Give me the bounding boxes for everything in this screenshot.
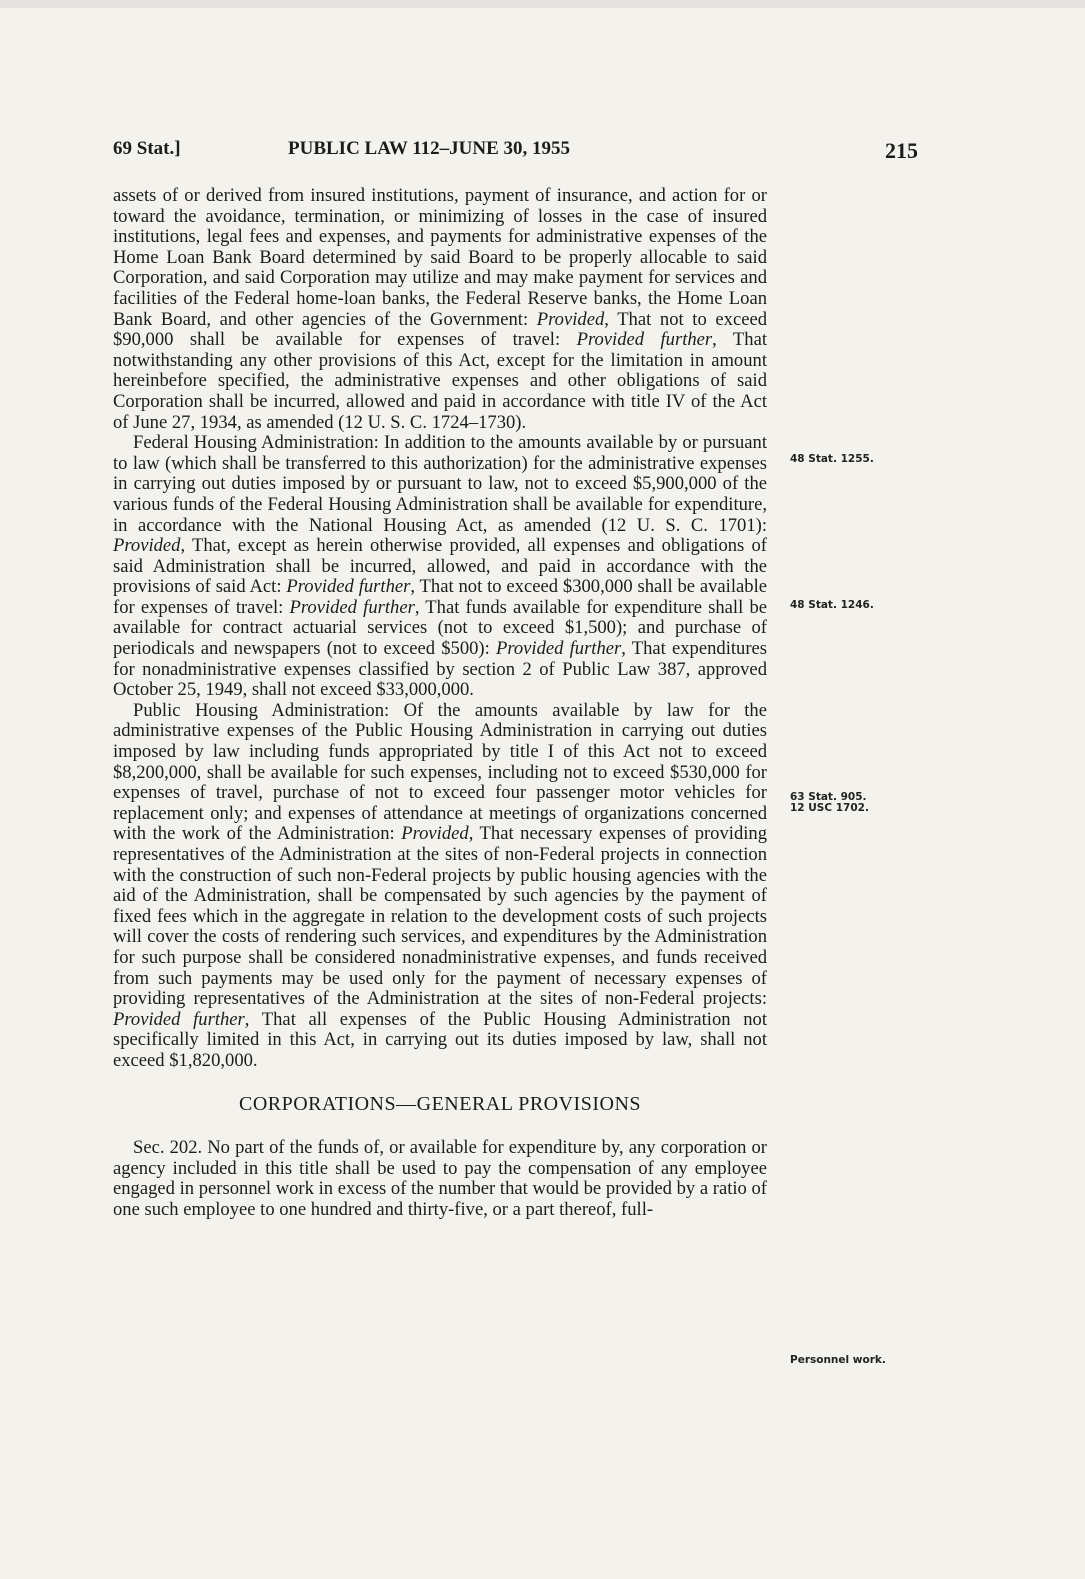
paragraph-federal-housing — [113, 433, 767, 701]
paragraph-sec-202 — [113, 1138, 767, 1220]
italic-proviso: Provided further — [289, 596, 415, 618]
italic-proviso: Provided further — [576, 329, 713, 351]
text-run: , That, except as herein otherwise provided, all expenses and obligations of said Administration shall be incurred, allowed, and paid in accordance with the provisions of said Act: — [113, 535, 767, 598]
scan-shadow-top — [0, 0, 1085, 8]
page-header — [113, 138, 918, 168]
text-run: , That all expenses of the Public Housing Administration not specifically limited in this Act, in carrying out its duties imposed by law, shall not exceed $1,820,000. — [113, 1008, 767, 1071]
page-number: 215 — [885, 138, 918, 163]
text-run: Public Housing Administration: Of the amounts available by law for the administrative expenses of the Public Housing Administration in carrying out duties imposed by law including funds appropriated by title I of this Act not to exceed $8,200,000, shall be available for such expenses, including not to exceed $530,000 for expenses of travel, purchase of not to exceed four passenger motor vehicles for replacement only; and expenses of attendance at meetings of organizations concerned with the work of the Administration: — [113, 699, 767, 845]
paragraph-public-housing — [113, 701, 767, 1072]
margin-note-line: 12 USC 1702. — [790, 802, 869, 814]
italic-proviso: Provided further — [113, 1008, 245, 1030]
margin-note-63-stat-905 — [790, 792, 910, 814]
text-run: , That notwithstanding any other provisions of this Act, except for the limitation in amount hereinbefore specified, the administrative expenses and other obligations of said Corporation shall be incurred, allowed and paid in accordance with title IV of the Act of June 27, 1934, as amended (12 U. S. C. 1724–1730). — [113, 329, 768, 433]
text-run: , That expenditures for nonadministrative expenses classified by section 2 of Public Law 387, approved October 25, 1949, shall not exceed $33,000,000. — [113, 638, 768, 701]
text-run: , That not to exceed $90,000 shall be available for expenses of travel: — [113, 308, 767, 351]
text-run: , That necessary expenses of providing representatives of the Administration at the sites of non-Federal projects in connection with the construction of such non-Federal projects by public housing agencies with the aid of the Administration, shall be compensated by such agencies by the payment of fixed fees which in the aggregate in relation to the development costs of such projects will cover the costs of rendering such services, and expenditures by the Administration for such purpose shall be considered nonadministrative expenses, and funds received from such payments may be used only for the payment of necessary expenses of providing representatives of the Administration at the sites of non-Federal projects: — [113, 823, 768, 1010]
text-run: Federal Housing Administration: In addition to the amounts available by or pursuant to law (which shall be transferred to this authorization) for the administrative expenses in carrying out duties imposed by or pursuant to law, not to exceed $5,900,000 of the various funds of the Federal Housing Administration shall be available for expenditure, in accordance with the National Housing Act, as amended (12 U. S. C. 1701): — [113, 432, 767, 536]
text-run: assets of or derived from insured institutions, payment of insurance, and action for or toward the avoidance, termination, or minimizing of losses in the case of insured institutions, legal fees and expenses, and payments for administrative expenses of the Home Loan Bank Board determined by said Board to be properly allocable to said Corporation, and said Corporation may utilize and may make payment for services and facilities of the Federal home-loan banks, the Federal Reserve banks, the Home Loan Bank Board, and other agencies of the Government: — [113, 185, 767, 330]
italic-proviso: Provided further — [495, 638, 622, 660]
italic-proviso: Provided further — [286, 576, 411, 598]
paragraph-insurance-corporation — [113, 186, 767, 433]
margin-note-personnel-work: Personnel work. — [790, 1354, 886, 1366]
text-run: , That not to exceed $300,000 shall be available for expenses of travel: — [113, 576, 767, 618]
margin-note-48-stat-1255: 48 Stat. 1255. — [790, 453, 874, 465]
text-run: , That funds available for expenditure shall be available for contract actuarial services (not to exceed $1,500); and purchase of periodicals and newspapers (not to exceed $500): — [113, 596, 767, 660]
section-heading: CORPORATIONS—GENERAL PROVISIONS — [238, 1092, 642, 1115]
italic-proviso: Provided — [113, 535, 181, 557]
italic-proviso: Provided — [401, 823, 469, 845]
header-title: PUBLIC LAW 112–JUNE 30, 1955 — [288, 138, 571, 159]
text-run: Sec. 202. No part of the funds of, or available for expenditure by, any corporation or agency included in this title shall be used to pay the compensation of any employee engaged in personnel work in excess of the number that would be provided by a ratio of one such employee to one hundred and thirty-five, or a part thereof, full- — [113, 1137, 767, 1220]
italic-proviso: Provided — [536, 308, 605, 330]
header-volume: 69 Stat.] — [113, 138, 181, 159]
body-text — [113, 186, 767, 1221]
margin-note-line: 63 Stat. 905. — [790, 791, 867, 803]
margin-note-48-stat-1246: 48 Stat. 1246. — [790, 599, 874, 611]
